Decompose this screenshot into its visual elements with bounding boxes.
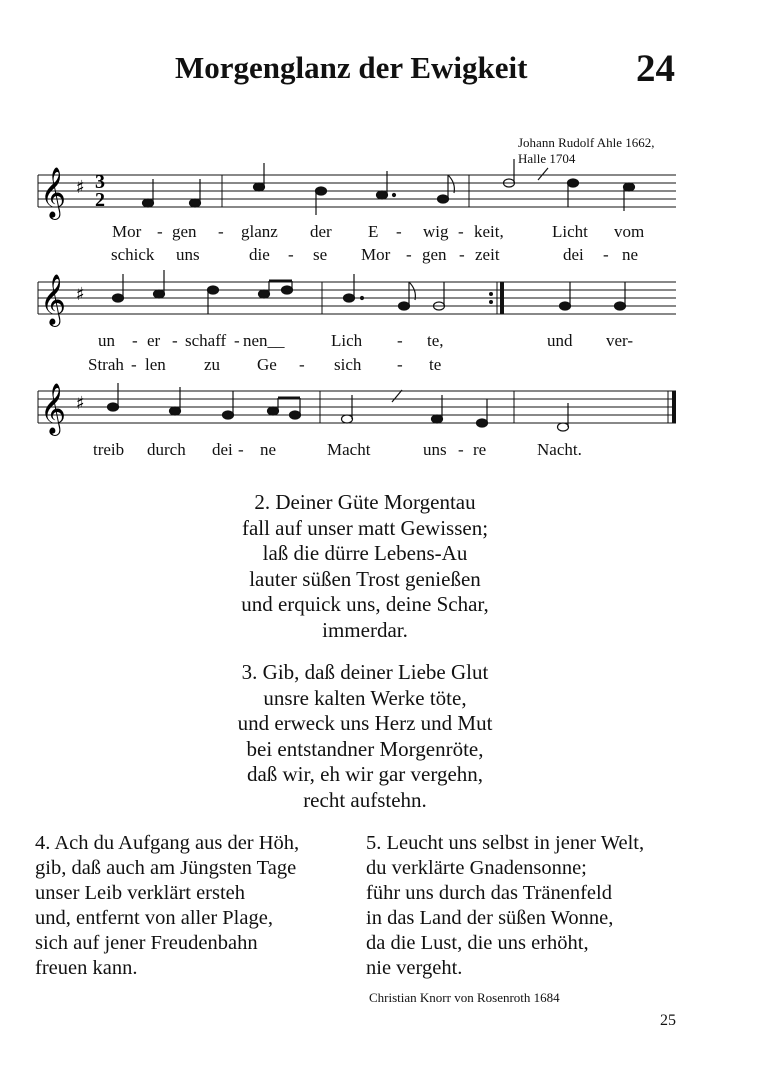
stanza-line: unsre kalten Werke töte,	[263, 685, 467, 710]
stanza-line: fall auf unser matt Gewissen;	[241, 515, 489, 540]
music-staff-3	[0, 377, 766, 437]
lyric: -	[397, 331, 403, 350]
page-number: 25	[660, 1012, 676, 1029]
lyric: E	[368, 222, 379, 241]
music-staff-2	[0, 268, 766, 328]
lyric: te,	[427, 331, 444, 350]
stanza-line: laß die dürre Lebens-Au	[262, 541, 468, 565]
text-author: Christian Knorr von Rosenroth 1684	[369, 990, 560, 1005]
lyric: wig	[423, 222, 449, 241]
treble-clef: 𝄞	[40, 167, 67, 218]
lyric: re	[473, 440, 487, 459]
lyric: -	[299, 355, 305, 374]
stanza-line: in das Land der süßen Wonne,	[366, 907, 614, 929]
lyric: Mor	[361, 245, 391, 264]
stanza-4	[35, 831, 299, 981]
key-signature: ♯	[76, 284, 85, 305]
stanza-line: unser Leib verklärt ersteh	[35, 882, 246, 904]
key-signature: ♯	[76, 177, 85, 198]
lyric: -	[396, 222, 402, 241]
lyric: -	[218, 222, 224, 241]
stanza-line: 2. Deiner Güte Morgentau	[254, 490, 476, 514]
stanza-line: nie vergeht.	[366, 957, 463, 979]
lyric: Strah	[88, 355, 124, 374]
lyric: glanz	[241, 222, 278, 241]
stanza-line: und, entfernt von aller Plage,	[35, 907, 273, 929]
lyric: der	[310, 222, 332, 241]
lyric: treib	[93, 440, 125, 459]
lyric: -	[458, 440, 464, 459]
stanza-line: recht aufstehn.	[303, 787, 427, 812]
lyric: er	[147, 331, 161, 350]
time-signature-top: 3	[95, 171, 105, 193]
lyric: sich	[334, 355, 362, 374]
lyric: vom	[614, 222, 645, 241]
stanza-line: lauter süßen Trost genießen	[249, 566, 481, 591]
key-signature: ♯	[76, 393, 85, 414]
lyric: Licht	[552, 222, 588, 241]
lyric: -	[157, 222, 163, 241]
lyric: gen	[422, 245, 447, 264]
lyric: zu	[204, 355, 221, 374]
stanza-line: du verklärte Gnadensonne;	[366, 857, 587, 879]
lyric: uns	[423, 440, 447, 459]
stanza-line: gib, daß auch am Jüngsten Tage	[35, 857, 297, 879]
lyric: schaff	[185, 331, 227, 350]
hymn-title: Morgenglanz der Ewigkeit	[175, 50, 528, 85]
stanza-line: da die Lust, die uns erhöht,	[366, 932, 589, 954]
lyric: dei	[563, 245, 584, 264]
lyric: ne	[622, 245, 639, 264]
stanza-line: führ uns durch das Tränenfeld	[366, 882, 612, 904]
stanza-line: bei entstandner Morgenröte,	[246, 736, 484, 761]
lyric: gen	[172, 222, 197, 241]
lyric: keit,	[474, 222, 504, 241]
lyric: und	[547, 331, 573, 350]
hymn-number: 24	[636, 47, 675, 90]
lyric: dei	[212, 440, 233, 459]
treble-clef: 𝄞	[40, 274, 67, 325]
lyric: -	[459, 245, 465, 264]
lyric: -	[288, 245, 294, 264]
stanza-line: immerdar.	[322, 617, 408, 642]
lyric: ver-	[606, 331, 634, 350]
time-signature-bottom: 2	[95, 189, 105, 211]
stanza-line: sich auf jener Freudenbahn	[35, 932, 258, 954]
lyric: -	[458, 222, 464, 241]
lyric: -	[397, 355, 403, 374]
stanza-line: 3. Gib, daß deiner Liebe Glut	[241, 660, 489, 684]
lyric: uns	[176, 245, 200, 264]
lyric: -	[132, 331, 138, 350]
stanza-line: freuen kann.	[35, 957, 138, 979]
lyric: te	[429, 355, 442, 374]
lyric: Nacht.	[537, 440, 582, 459]
lyric: -	[238, 440, 244, 459]
lyric: -	[234, 331, 240, 350]
lyric: nen__	[243, 331, 285, 350]
stanza-line: 4. Ach du Aufgang aus der Höh,	[35, 832, 300, 854]
lyric: Ge	[257, 355, 277, 374]
lyric: un	[98, 331, 115, 350]
composer-line-2: Halle 1704	[518, 151, 576, 166]
stanza-line: und erquick uns, deine Schar,	[241, 592, 489, 616]
treble-clef: 𝄞	[40, 383, 67, 434]
lyric: ne	[260, 440, 277, 459]
lyric: zeit	[475, 245, 500, 264]
lyric: se	[313, 245, 328, 264]
stanza-line: daß wir, eh wir gar vergehn,	[246, 762, 484, 786]
lyric: durch	[147, 440, 186, 459]
music-staff-1	[0, 160, 766, 220]
lyric: die	[249, 245, 270, 264]
lyric: -	[603, 245, 609, 264]
lyric: Mor	[112, 222, 142, 241]
stanza-5	[366, 831, 644, 981]
stanza-line: 5. Leucht uns selbst in jener Welt,	[366, 832, 645, 854]
lyric: Macht	[327, 440, 371, 459]
stanza-line: und erweck uns Herz und Mut	[237, 711, 493, 735]
lyric: len	[145, 355, 166, 374]
stanza-2	[175, 490, 555, 643]
lyric: -	[131, 355, 137, 374]
lyric: -	[172, 331, 178, 350]
lyric: Lich	[331, 331, 363, 350]
lyric: -	[406, 245, 412, 264]
lyric: schick	[111, 245, 155, 264]
stanza-3	[175, 660, 555, 813]
composer-line-1: Johann Rudolf Ahle 1662,	[518, 135, 655, 150]
